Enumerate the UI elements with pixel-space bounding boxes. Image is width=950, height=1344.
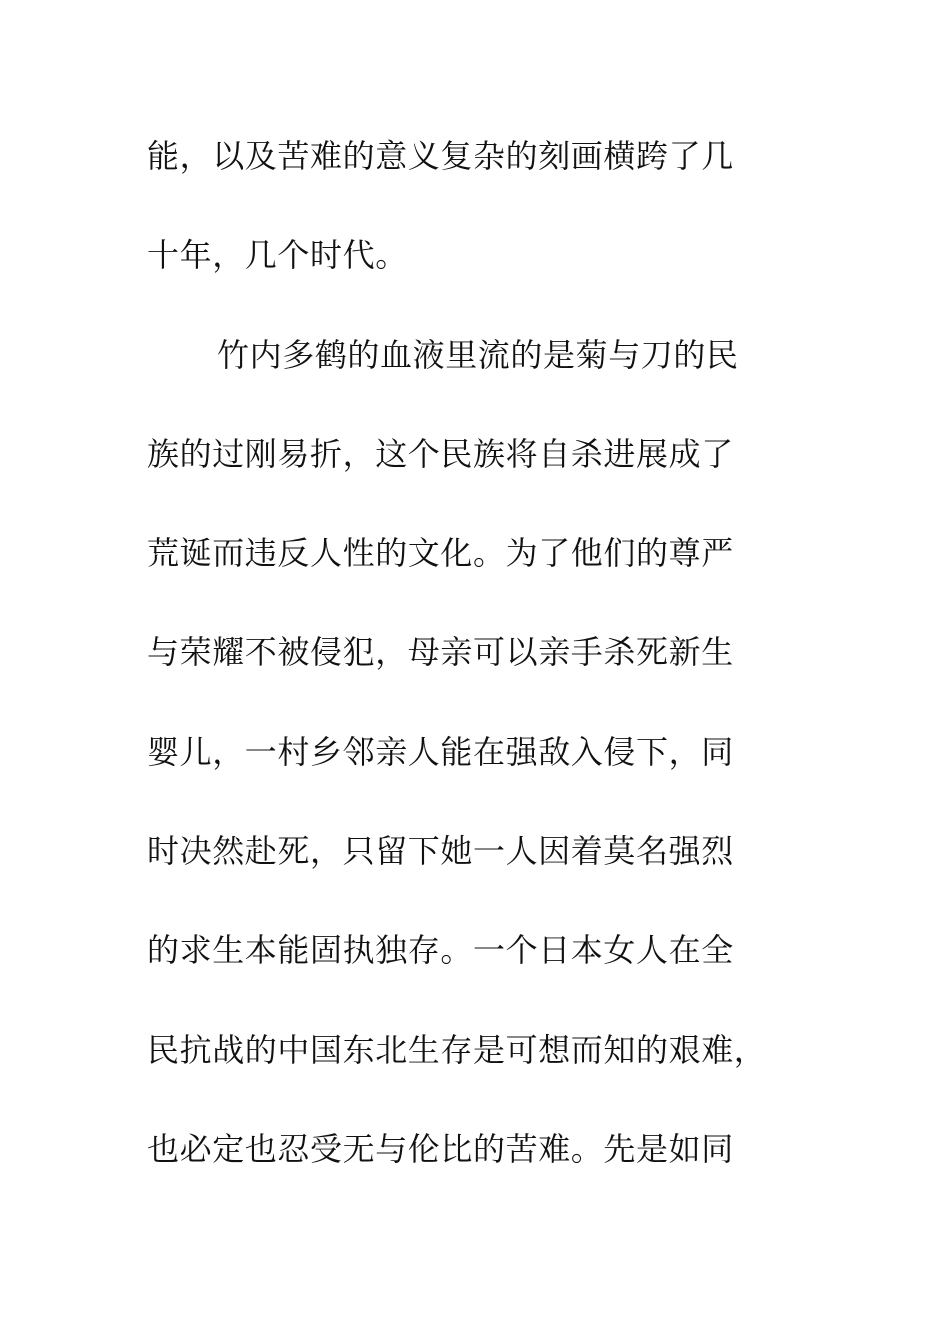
text-line: 族的过刚易折，这个民族将自杀进展成了 bbox=[147, 434, 734, 473]
text-line: 十年，几个时代。 bbox=[147, 236, 408, 275]
text-line: 荒诞而违反人性的文化。为了他们的尊严 bbox=[147, 534, 734, 573]
text-line: 民抗战的中国东北生存是可想而知的艰难， bbox=[147, 1030, 767, 1069]
text-line: 的求生本能固执独存。一个日本女人在全 bbox=[147, 931, 734, 970]
text-line: 与荣耀不被侵犯，母亲可以亲手杀死新生 bbox=[147, 633, 734, 672]
text-line: 能，以及苦难的意义复杂的刻画横跨了几 bbox=[147, 137, 734, 175]
text-line: 婴儿，一村乡邻亲人能在强敌入侵下，同 bbox=[147, 732, 734, 771]
body-text bbox=[147, 128, 807, 1220]
paragraph-first-line: 竹内多鹤的血液里流的是菊与刀的民 bbox=[217, 335, 739, 374]
text-line: 时决然赴死，只留下她一人因着莫名强烈 bbox=[147, 832, 734, 871]
text-line: 也必定也忍受无与伦比的苦难。先是如同 bbox=[147, 1129, 734, 1168]
